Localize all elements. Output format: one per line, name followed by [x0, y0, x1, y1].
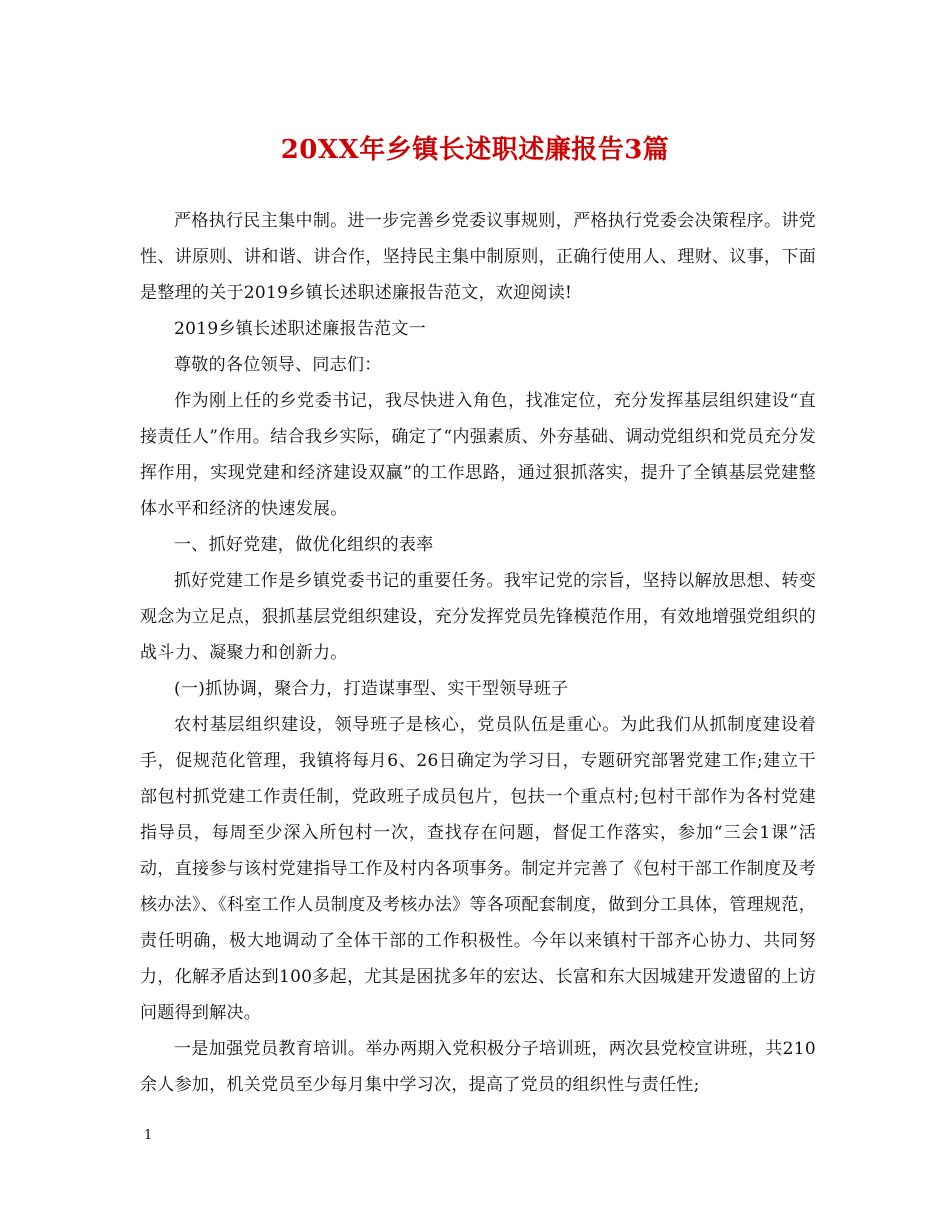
- paragraph: 一是加强党员教育培训。举办两期入党积极分子培训班，两次县党校宣讲班，共210余人参加，机关党员至少每月集中学习次，提高了党员的组织性与责任性;: [140, 1039, 816, 1095]
- section-heading: 一、抓好党建，做优化组织的表率: [174, 535, 434, 555]
- paragraph: 尊敬的各位领导、同志们：: [174, 355, 382, 375]
- paragraph: 农村基层组织建设，领导班子是核心，党员队伍是重心。为此我们从抓制度建设着手，促规范化管理，我镇将每月6、26日确定为学习日，专题研究部署党建工作;建立干部包村抓党建工作责任制，党政班子成员包片，包扶一个重点村;包村干部作为各村党建指导员，每周至少深入所包村一次，查找存在问题，督促工作落实，参加“三会1课”活动，直接参与该村党建指导工作及村内各项事务。制定并完善了《包村干部工作制度及考核办法》、《科室工作人员制度及考核办法》等各项配套制度，做到分工具体，管理规范，责任明确，极大地调动了全体干部的工作积极性。今年以来镇村干部齐心协力、共同努力，化解矛盾达到100多起，尤其是困扰多年的宏达、长富和东大因城建开发遗留的上访问题得到解决。: [140, 715, 816, 1023]
- document-title: 20XX年乡镇长述职述廉报告3篇: [280, 135, 670, 165]
- document-body: [140, 203, 816, 1103]
- paragraph: 严格执行民主集中制。进一步完善乡党委议事规则，严格执行党委会决策程序。讲党性、讲原则、讲和谐、讲合作，坚持民主集中制原则，正确行使用人、理财、议事，下面是整理的关于2019乡镇长述职述廉报告范文，欢迎阅读!: [140, 211, 816, 303]
- paragraph: 作为刚上任的乡党委书记，我尽快进入角色，找准定位，充分发挥基层组织建设“直接责任人”作用。结合我乡实际，确定了“内强素质、外夯基础、调动党组织和党员充分发挥作用，实现党建和经济建设双赢”的工作思路，通过狠抓落实，提升了全镇基层党建整体水平和经济的快速发展。: [140, 391, 816, 519]
- paragraph: 抓好党建工作是乡镇党委书记的重要任务。我牢记党的宗旨，坚持以解放思想、转变观念为立足点，狠抓基层党组织建设，充分发挥党员先锋模范作用，有效地增强党组织的战斗力、凝聚力和创新力。: [140, 571, 816, 663]
- subsection-heading: (一)抓协调，聚合力，打造谋事型、实干型领导班子: [174, 679, 569, 699]
- paragraph: 2019乡镇长述职述廉报告范文一: [174, 319, 427, 339]
- page-number: 1: [144, 1128, 153, 1143]
